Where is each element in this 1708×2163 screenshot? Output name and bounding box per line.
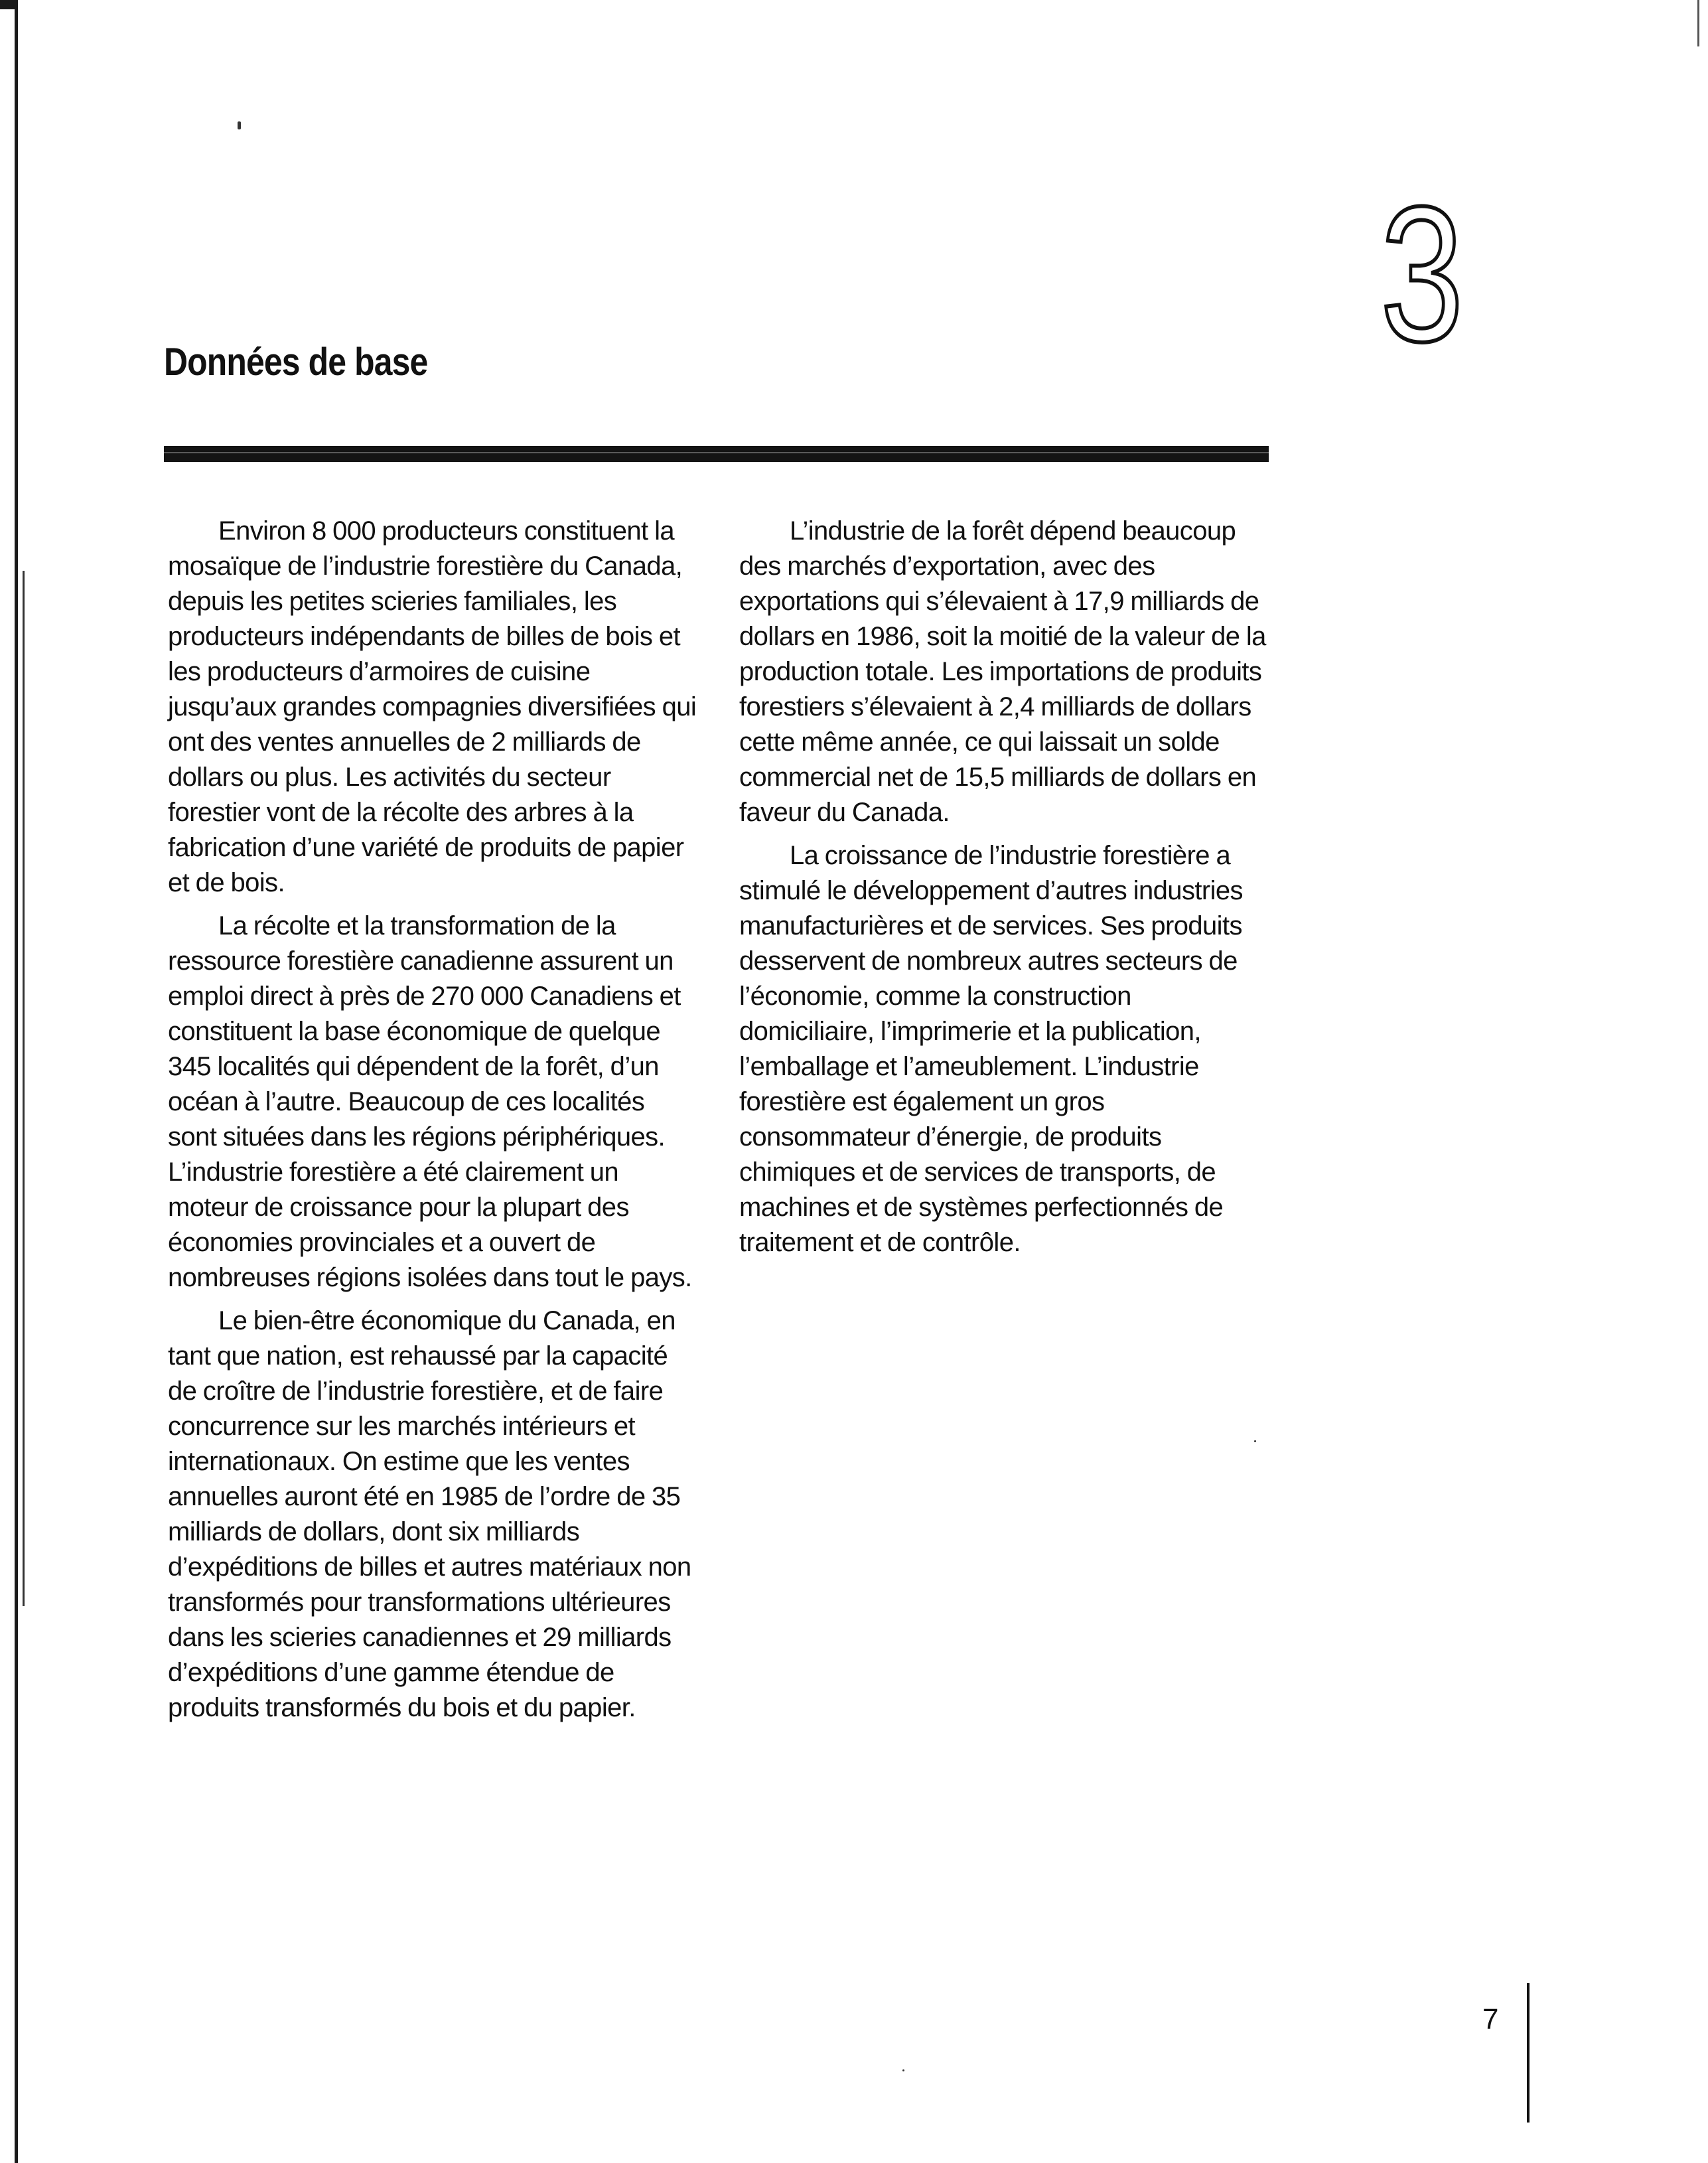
paragraph: L’industrie de la forêt dépend beaucoup des marchés d’exportation, avec des exportations qui s’élevaient à 17,9 milliards de dollars en 1986, soit la moitié de la valeur de la production totale. Les importations de produits forestiers s’élevaient à 2,4 milliards de dollars cette même année, ce qui laissait un solde commercial net de 15,5 milliards de dollars en faveur du Canada. [739,516,1266,827]
chapter-number: 3 [1380,167,1464,382]
page-number: 7 [1482,2003,1499,2036]
scan-binding-edge-inner [23,571,25,1606]
paragraph: La croissance de l’industrie forestière a stimulé le développement d’autres industries manufacturières et de services. Ses produits desservent de nombreux autres secteurs de l’économie, comme la construction domiciliaire, l’imprimerie et la publication, l’emballage et l’ameublement. L’industrie forestière est également un gros consommateur d’énergie, de produits chimiques et de services de transports, de machines et de systèmes perfectionnés de traitement et de contrôle. [739,841,1243,1257]
scan-binding-edge [15,0,18,2163]
paragraph: La récolte et la transformation de la ressource forestière canadienne assurent un emploi direct à près de 270 000 Canadiens et constituent la base économique de quelque 345 localités qui dépendent de la forêt, d’un océan à l’autre. Beaucoup de ces localités sont situées dans les régions périphériques. L’industrie forestière a été clairement un moteur de croissance pour la plupart des économies provinciales et a ouvert de nombreuses régions isolées dans tout le pays. [168,911,692,1292]
page-number-rule [1527,1983,1530,2123]
scan-right-edge [1697,0,1699,46]
paragraph: Environ 8 000 producteurs constituent la mosaïque de l’industrie forestière du Canada, depuis les petites scieries familiales, les producteurs indépendants de billes de bois et les producteurs d’armoires de cuisine jusqu’aux grandes compagnies diversifiées qui ont des ventes annuelles de 2 milliards de dollars ou plus. Les activités du secteur forestier vont de la récolte des arbres à la fabrication d’une variété de produits de papier et de bois. [168,516,697,897]
scan-speck [902,2069,904,2071]
scan-corner-mark [0,0,15,9]
scan-speck [1254,1440,1256,1442]
right-column [739,514,1270,1268]
title-rule [164,446,1269,462]
page-title: Données de base [164,340,428,384]
left-column [168,514,699,1734]
scan-speck [238,121,241,129]
paragraph: Le bien-être économique du Canada, en tant que nation, est rehaussé par la capacité de croître de l’industrie forestière, et de faire concurrence sur les marchés intérieurs et internationaux. On estime que les ventes annuelles auront été en 1985 de l’ordre de 35 milliards de dollars, dont six milliards d’expéditions de billes et autres matériaux non transformés pour transformations ultérieures dans les scieries canadiennes et 29 milliards d’expéditions d’une gamme étendue de produits transformés du bois et du papier. [168,1306,691,1722]
